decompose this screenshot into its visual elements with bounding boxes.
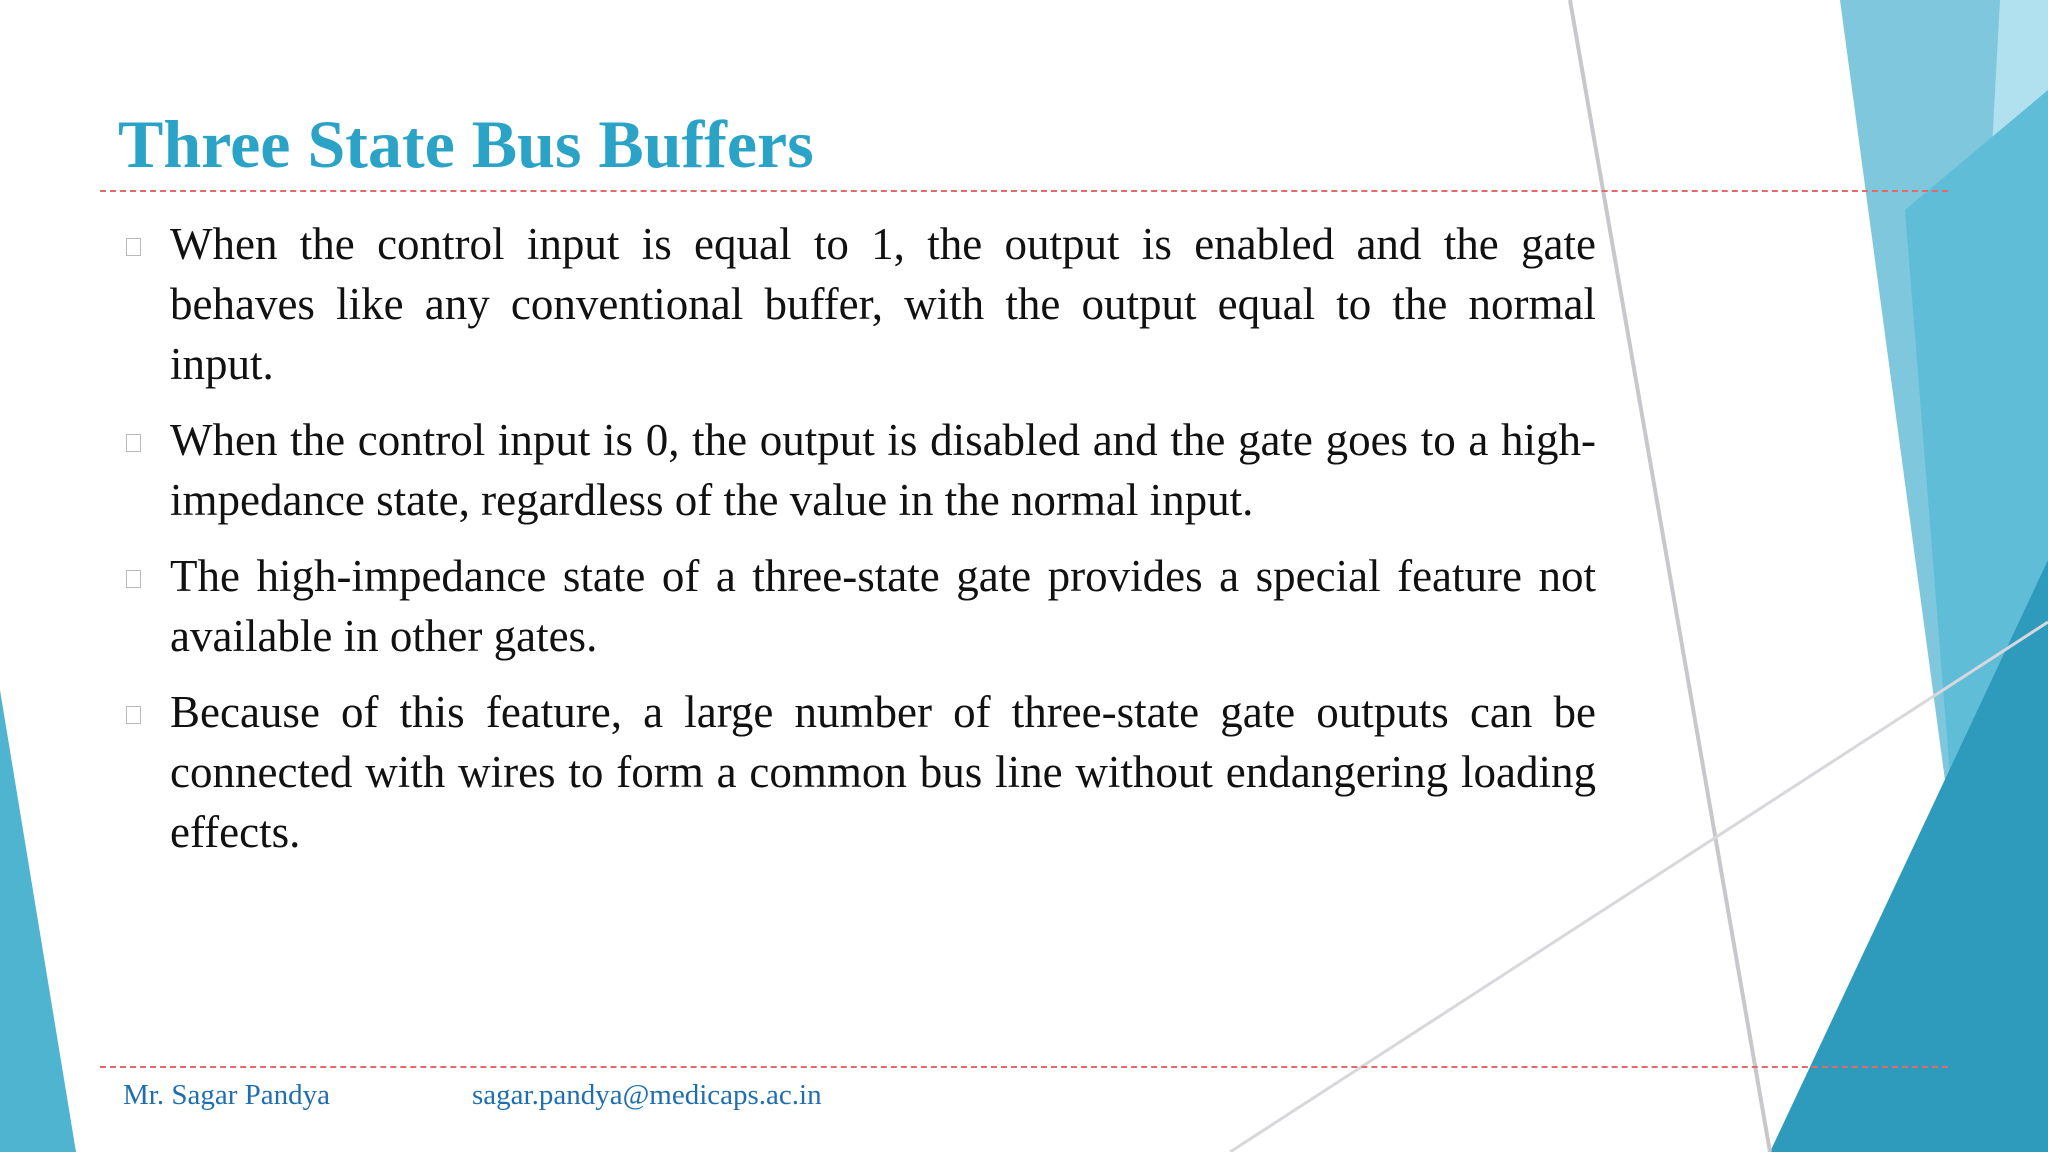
footer-divider xyxy=(100,1066,1948,1068)
footer-author: Mr. Sagar Pandya xyxy=(123,1079,330,1111)
square-bullet-icon xyxy=(126,570,141,588)
square-bullet-icon xyxy=(126,434,141,452)
decor-line-diagonal xyxy=(1570,0,1770,1152)
bullet-item xyxy=(126,410,1596,530)
bullet-item xyxy=(126,546,1596,666)
footer-email: sagar.pandya@medicaps.ac.in xyxy=(472,1079,822,1111)
square-bullet-icon xyxy=(126,706,141,724)
left-accent-shape xyxy=(0,690,76,1152)
bullet-text: The high-impedance state of a three-state gate provides a special feature not available in other gates. xyxy=(170,551,1596,661)
slide-title: Three State Bus Buffers xyxy=(118,106,814,182)
bullet-list xyxy=(126,214,1596,878)
bullet-text: When the control input is equal to 1, the output is enabled and the gate behaves like any conventional buffer, with the output equal to the normal input. xyxy=(170,219,1596,389)
bullet-text: Because of this feature, a large number of three-state gate outputs can be connected with wires to form a common bus line without endangering loading effects. xyxy=(170,687,1596,857)
bullet-text: When the control input is 0, the output is disabled and the gate goes to a high-impedance state, regardless of the value in the normal input. xyxy=(170,415,1596,525)
title-divider xyxy=(100,190,1948,192)
square-bullet-icon xyxy=(126,238,141,256)
bullet-item xyxy=(126,682,1596,862)
bullet-item xyxy=(126,214,1596,394)
